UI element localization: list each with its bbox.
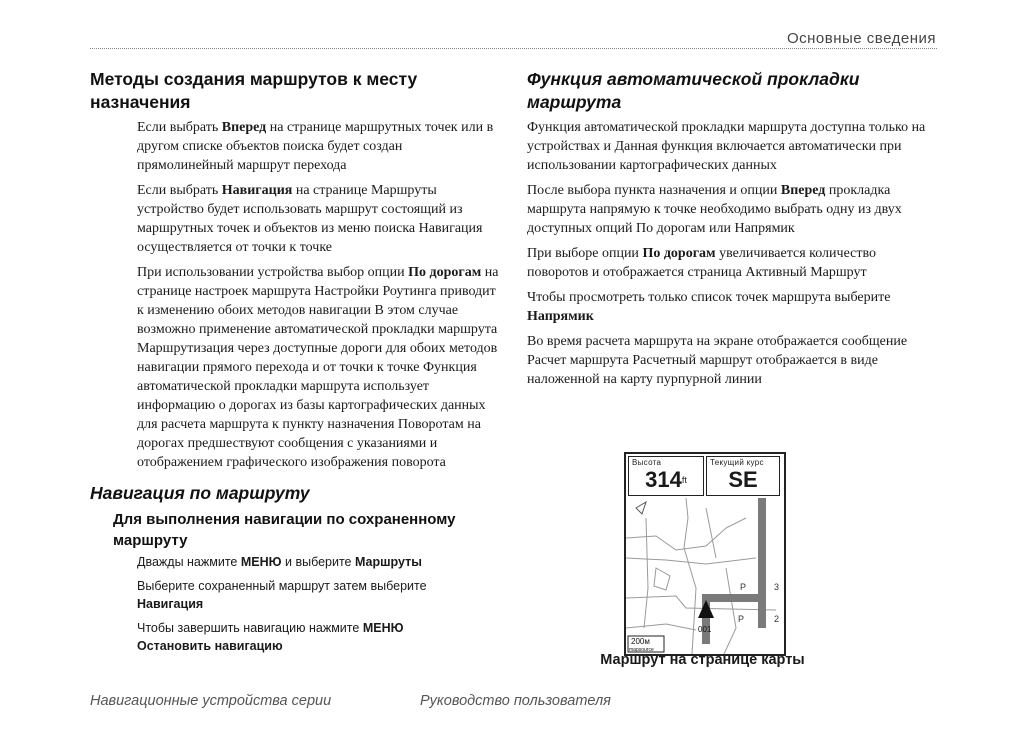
- poi-marker-1: P: [740, 582, 747, 592]
- paragraph-direct: Чтобы просмотреть только список точек маршрута выберите Напрямик: [527, 290, 891, 324]
- route-point-label: 001: [698, 625, 712, 634]
- term-by-roads: По дорогам: [408, 265, 482, 280]
- paragraph-availability: Функция автоматической прокладки маршрута доступна только на устройствах и Данная функция включается автоматически при использовании картографических данных: [527, 120, 926, 173]
- page-header-title: Основные сведения: [786, 30, 936, 47]
- subsection-title-saved-route: Для выполнения навигации по сохраненному маршруту: [113, 511, 456, 549]
- step-3: Чтобы завершить навигацию нажмите МЕНЮ Остановить навигацию: [137, 621, 404, 653]
- term-navigation-step: Навигация: [137, 597, 204, 611]
- map-source: mapsource: [629, 647, 654, 653]
- term-routes: Маршруты: [354, 555, 422, 569]
- heading-field: [706, 456, 780, 496]
- elevation-field: [628, 456, 704, 496]
- heading-label: Текущий курс: [710, 458, 764, 467]
- term-navigation: Навигация: [221, 183, 293, 198]
- poi-number-2: 2: [774, 614, 780, 624]
- elevation-value: 314: [645, 467, 682, 492]
- header-divider: [90, 48, 937, 49]
- step-1: Дважды нажмите МЕНЮ и выберите Маршруты: [137, 555, 422, 569]
- map-canvas: [626, 498, 784, 654]
- poi-marker-2: P: [738, 614, 745, 624]
- paragraph-by-roads: При использовании устройства выбор опции По дорогам на странице настроек маршрута Настройки Роутинга приводит к изменению обоих методов навигации В этом случае возможно применение автоматической прокладки маршрута Маршрутизация через доступные дороги для обоих методов навигации прямого перехода и от точки к точке Функция автоматической прокладки маршрута использует информацию о дорогах из базы картографических данных для расчета маршрута к пункту назначения Поворотам на дорогах предшествуют сообщения с указаниями и отображением графического изображения поворота: [137, 265, 499, 470]
- term-forward: Вперед: [221, 120, 267, 135]
- paragraph-after-select: После выбора пункта назначения и опции Вперед прокладка маршрута напрямую к точке необходимо выбрать одну из двух доступных опций По дорогам или Напрямик: [527, 183, 902, 236]
- map-page-screenshot: [624, 452, 786, 656]
- term-stop-navigation: Остановить навигацию: [137, 639, 283, 653]
- paragraph-forward: Если выбрать Вперед на странице маршрутных точек или в другом списке объектов поиска будет создан прямолинейный маршрут перехода: [137, 120, 494, 173]
- footer-manual: Руководство пользователя: [420, 693, 611, 709]
- footer-series: Навигационные устройства серии: [90, 693, 332, 709]
- figure-caption: Маршрут на странице карты: [600, 652, 805, 668]
- right-column: [527, 68, 932, 395]
- elevation-unit: ft: [681, 475, 687, 485]
- section-title-route-navigation: Навигация по маршруту: [90, 483, 310, 503]
- paragraph-by-roads-option: При выборе опции По дорогам увеличивается количество поворотов и отображается страница Активный Маршрут: [527, 246, 876, 280]
- paragraph-navigation: Если выбрать Навигация на странице Маршруты устройство будет использовать маршрут состоящий из маршрутных точек и объектов из меню поиска Навигация осуществляется от точки к точке: [137, 183, 483, 255]
- section-title-route-methods: Методы создания маршрутов к месту назначения: [90, 69, 418, 112]
- poi-number-1: 3: [774, 582, 780, 592]
- elevation-label: Высота: [632, 458, 662, 467]
- paragraph-calculation: Во время расчета маршрута на экране отображается сообщение Расчет маршрута Расчетный маршрут отображается в виде наложенной на карту пурпурной линии: [527, 334, 908, 387]
- left-column: [90, 68, 500, 661]
- term-direct: Напрямик: [527, 309, 594, 324]
- term-forward-right: Вперед: [780, 183, 826, 198]
- step-2: Выберите сохраненный маршрут затем выберите Навигация: [137, 579, 427, 611]
- route-line-vertical: [758, 498, 766, 628]
- term-by-roads-right: По дорогам: [642, 246, 716, 261]
- route-line-horizontal: [706, 594, 766, 602]
- term-menu: МЕНЮ: [240, 555, 282, 569]
- map-scale: 200м: [631, 637, 650, 646]
- term-menu-step3: МЕНЮ: [362, 621, 404, 635]
- heading-value: SE: [728, 467, 758, 492]
- section-title-auto-routing: Функция автоматической прокладки маршрута: [527, 69, 860, 112]
